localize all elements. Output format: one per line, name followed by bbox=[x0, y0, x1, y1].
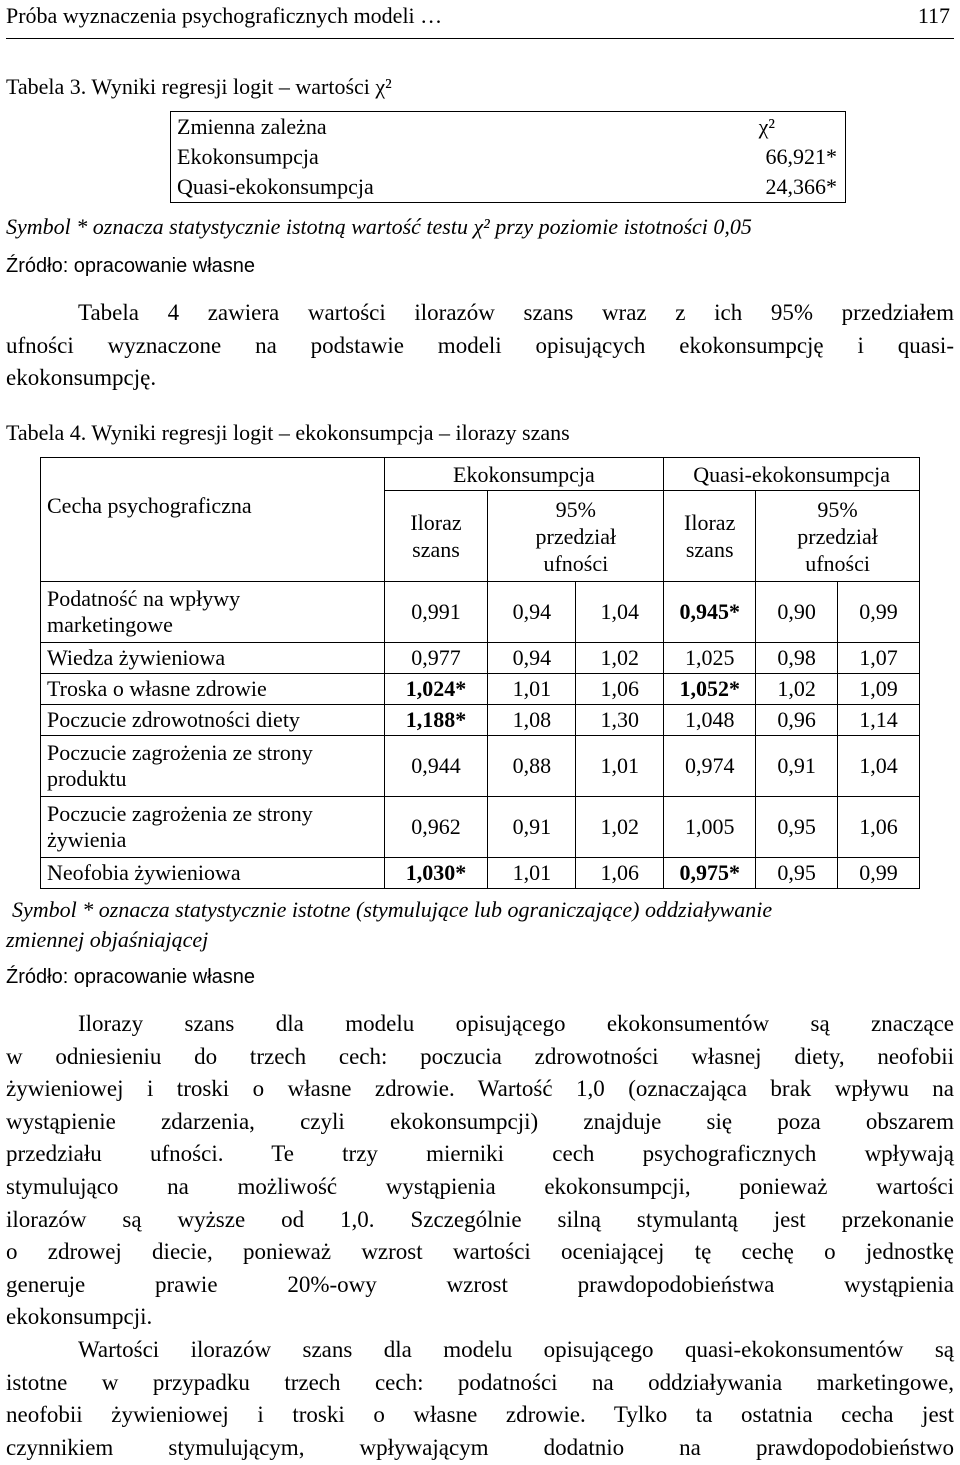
ci-label: przedział bbox=[797, 523, 878, 549]
eko-ci-upper: 1,02 bbox=[576, 797, 664, 858]
table4-col-quasi-or bbox=[664, 491, 756, 582]
eko-odds-ratio: 0,977 bbox=[384, 643, 488, 674]
paragraph-line: generuje prawie 20%-owy wzrost prawdopodobieństwa wystąpienia bbox=[6, 1271, 954, 1297]
feature-name-line: Podatność na wpływy bbox=[47, 586, 241, 611]
eko-ci-upper: 1,01 bbox=[576, 736, 664, 797]
table-row bbox=[41, 797, 920, 858]
feature-name: Wiedza żywieniowa bbox=[41, 643, 385, 674]
ci-label: ufności bbox=[543, 550, 609, 576]
body-paragraph-2 bbox=[6, 1334, 954, 1464]
eko-odds-ratio: 1,030* bbox=[384, 858, 488, 889]
paragraph-line: czynnikiem stymulującym, wpływającym dodatnio na prawdopodobieństwo bbox=[6, 1434, 954, 1460]
eko-ci-lower: 0,88 bbox=[488, 736, 576, 797]
table3-header-row bbox=[171, 112, 846, 143]
paragraph-line: ekokonsumpcji. bbox=[6, 1304, 153, 1330]
eko-odds-ratio: 1,024* bbox=[384, 674, 488, 705]
body-paragraph-1 bbox=[6, 1008, 954, 1334]
paragraph-line: żywieniowej i troski o własne zdrowie. Wartość 1,0 (oznaczająca brak wpływu na bbox=[6, 1076, 954, 1102]
table4-note-line: Symbol * oznacza statystycznie istotne (stymulujące lub ograniczające) oddziaływanie bbox=[12, 897, 773, 922]
quasi-odds-ratio: 1,048 bbox=[664, 705, 756, 736]
feature-name: Poczucie zdrowotności diety bbox=[41, 705, 385, 736]
table3-note: Symbol * oznacza statystycznie istotną wartość testu χ² przy poziomie istotności 0,05 bbox=[6, 214, 752, 239]
quasi-ci-upper: 1,06 bbox=[838, 797, 920, 858]
quasi-ci-lower: 0,90 bbox=[756, 582, 838, 643]
quasi-odds-ratio: 0,945* bbox=[664, 582, 756, 643]
quasi-ci-upper: 1,09 bbox=[838, 674, 920, 705]
paragraph-line: stymulująco na możliwość wystąpienia ekokonsumpcji, ponieważ wartości bbox=[6, 1173, 954, 1199]
eko-ci-upper: 1,06 bbox=[576, 674, 664, 705]
table-row bbox=[41, 582, 920, 643]
paragraph-line: istotne w przypadku trzech cech: podatności na oddziaływania marketingowe, bbox=[6, 1369, 954, 1395]
intro-line: ufności wyznaczone na podstawie modeli opisujących ekokonsumpcję i quasi- bbox=[6, 332, 954, 358]
table4-col-eko-ci bbox=[488, 491, 664, 582]
table3-variable: Quasi-ekokonsumpcja bbox=[177, 174, 374, 199]
table3-chi2-value: 66,921* bbox=[765, 144, 837, 169]
table4-col-quasi-ci bbox=[756, 491, 920, 582]
eko-ci-lower: 1,08 bbox=[488, 705, 576, 736]
table4-header-row bbox=[41, 458, 920, 491]
table3-variable: Ekokonsumpcja bbox=[177, 144, 319, 169]
feature-name bbox=[41, 736, 385, 797]
table-row bbox=[41, 674, 920, 705]
eko-odds-ratio: 0,991 bbox=[384, 582, 488, 643]
feature-name-line: produktu bbox=[47, 766, 127, 791]
table3-col-chi2: χ² bbox=[758, 114, 775, 139]
eko-ci-lower: 0,91 bbox=[488, 797, 576, 858]
quasi-odds-ratio: 1,005 bbox=[664, 797, 756, 858]
feature-name bbox=[41, 582, 385, 643]
paragraph-line: w odniesieniu do trzech cech: poczucia zdrowotności własnej diety, neofobii bbox=[6, 1043, 954, 1069]
quasi-ci-lower: 0,95 bbox=[756, 858, 838, 889]
table3-chi2-value: 24,366* bbox=[765, 174, 837, 199]
table3-source: Źródło: opracowanie własne bbox=[6, 255, 256, 277]
feature-name-line: Poczucie zagrożenia ze strony bbox=[47, 801, 313, 826]
feature-name-line: żywienia bbox=[47, 827, 127, 852]
eko-ci-upper: 1,30 bbox=[576, 705, 664, 736]
header-title: Próba wyznaczenia psychograficznych modeli … bbox=[6, 3, 443, 28]
quasi-odds-ratio: 0,974 bbox=[664, 736, 756, 797]
feature-name-line: Poczucie zagrożenia ze strony bbox=[47, 740, 313, 765]
eko-odds-ratio: 1,188* bbox=[384, 705, 488, 736]
table-row bbox=[171, 142, 846, 172]
quasi-ci-upper: 1,07 bbox=[838, 643, 920, 674]
intro-paragraph bbox=[6, 297, 954, 395]
table4-col-eko-or bbox=[384, 491, 488, 582]
eko-ci-lower: 1,01 bbox=[488, 858, 576, 889]
eko-odds-ratio: 0,944 bbox=[384, 736, 488, 797]
table-row bbox=[41, 705, 920, 736]
eko-ci-lower: 0,94 bbox=[488, 643, 576, 674]
table3-caption: Tabela 3. Wyniki regresji logit – wartości χ² bbox=[6, 74, 392, 99]
table3-col-variable: Zmienna zależna bbox=[177, 114, 327, 139]
eko-ci-upper: 1,04 bbox=[576, 582, 664, 643]
table-row bbox=[41, 643, 920, 674]
table4 bbox=[40, 457, 920, 889]
table-row bbox=[41, 858, 920, 889]
paragraph-line: Wartości ilorazów szans dla modelu opisującego quasi-ekokonsumentów są bbox=[78, 1337, 954, 1362]
eko-ci-lower: 0,94 bbox=[488, 582, 576, 643]
table4-group-eko: Ekokonsumpcja bbox=[384, 458, 664, 491]
quasi-ci-lower: 0,96 bbox=[756, 705, 838, 736]
running-header bbox=[6, 0, 954, 39]
paragraph-line: ilorazów są wyższe od 1,0. Szczególnie silną stymulantą jest przekonanie bbox=[6, 1206, 954, 1232]
feature-name bbox=[41, 797, 385, 858]
paragraph-line: przedziału ufności. Te trzy mierniki cech psychograficznych wpływają bbox=[6, 1141, 954, 1167]
quasi-odds-ratio: 1,025 bbox=[664, 643, 756, 674]
quasi-odds-ratio: 1,052* bbox=[664, 674, 756, 705]
quasi-ci-lower: 0,95 bbox=[756, 797, 838, 858]
ci-label: 95% bbox=[817, 496, 858, 522]
quasi-ci-lower: 1,02 bbox=[756, 674, 838, 705]
quasi-ci-upper: 0,99 bbox=[838, 858, 920, 889]
table3 bbox=[170, 111, 846, 203]
odds-ratio-label: Iloraz bbox=[684, 510, 736, 535]
feature-name: Troska o własne zdrowie bbox=[41, 674, 385, 705]
quasi-ci-upper: 1,04 bbox=[838, 736, 920, 797]
paragraph-line: Ilorazy szans dla modelu opisującego ekokonsumentów są znaczące bbox=[78, 1011, 954, 1036]
eko-ci-upper: 1,06 bbox=[576, 858, 664, 889]
table4-group-quasi: Quasi-ekokonsumpcja bbox=[664, 458, 920, 491]
quasi-ci-lower: 0,98 bbox=[756, 643, 838, 674]
ci-label: przedział bbox=[535, 523, 617, 549]
odds-ratio-label: szans bbox=[685, 537, 734, 562]
paragraph-line: o zdrowej diecie, ponieważ wzrost wartości oceniającej tę cechę o jednostkę bbox=[6, 1239, 954, 1265]
page-number: 117 bbox=[917, 3, 950, 28]
eko-odds-ratio: 0,962 bbox=[384, 797, 488, 858]
ci-label: ufności bbox=[805, 550, 870, 576]
ci-label: 95% bbox=[555, 496, 596, 522]
quasi-ci-upper: 0,99 bbox=[838, 582, 920, 643]
quasi-ci-upper: 1,14 bbox=[838, 705, 920, 736]
paragraph-line: neofobii żywieniowej i troski o własne zdrowie. Tylko ta ostatnia cecha jest bbox=[6, 1402, 954, 1428]
odds-ratio-label: szans bbox=[412, 537, 460, 562]
table4-caption: Tabela 4. Wyniki regresji logit – ekokonsumpcja – ilorazy szans bbox=[6, 420, 570, 445]
intro-line: Tabela 4 zawiera wartości ilorazów szans wraz z ich 95% przedziałem bbox=[78, 300, 954, 325]
feature-name: Neofobia żywieniowa bbox=[41, 858, 385, 889]
intro-line: ekokonsumpcję. bbox=[6, 365, 157, 391]
quasi-ci-lower: 0,91 bbox=[756, 736, 838, 797]
quasi-odds-ratio: 0,975* bbox=[664, 858, 756, 889]
table-row bbox=[171, 172, 846, 203]
paragraph-line: wystąpienie zdarzenia, czyli ekokonsumpcji) znajduje się poza obszarem bbox=[6, 1108, 954, 1134]
eko-ci-lower: 1,01 bbox=[488, 674, 576, 705]
odds-ratio-label: Iloraz bbox=[410, 510, 462, 535]
feature-name-line: marketingowe bbox=[47, 612, 173, 637]
table4-col-feature: Cecha psychograficzna bbox=[41, 458, 385, 582]
table4-note-line: zmiennej objaśniającej bbox=[6, 927, 209, 952]
table-row bbox=[41, 736, 920, 797]
table4-source: Źródło: opracowanie własne bbox=[6, 966, 256, 988]
eko-ci-upper: 1,02 bbox=[576, 643, 664, 674]
